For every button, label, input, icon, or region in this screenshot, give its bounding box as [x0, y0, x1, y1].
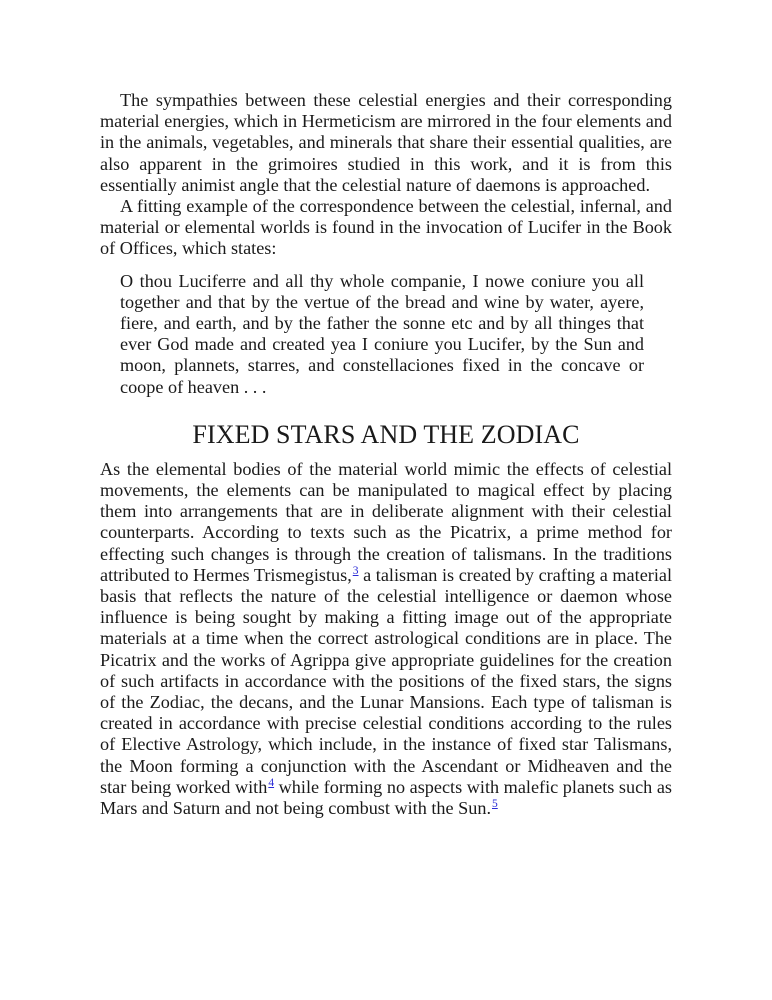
footnote-link-5[interactable]: 5 [492, 798, 498, 811]
paragraph-text-part-3: while forming no aspects with malefic planets such as Mars and Saturn and not being combust with the Sun. [100, 776, 672, 819]
paragraph-sympathies: The sympathies between these celestial energies and their corresponding material energies, which in Hermeticism are mirrored in the four elements and in the animals, vegetables, and minerals that share their essential qualities, are also apparent in the grimoires studied in this work, and it is from this essentially animist angle that the celestial nature of daemons is approached. [100, 90, 672, 195]
footnote-link-4[interactable]: 4 [268, 776, 275, 789]
paragraph-lucifer-example: A fitting example of the correspondence between the celestial, infernal, and material or elemental worlds is found in the invocation of Lucifer in the Book of Offices, which states: [100, 196, 672, 259]
paragraph-text-part-1: As the elemental bodies of the material world mimic the effects of celestial movements, the elements can be manipulated to magical effect by placing them into arrangements that are in deliberate alignment with their celestial counterparts. According to texts such as the Picatrix, a prime method for effecting such changes is through the creation of talismans. In the traditions attributed to Hermes Trismegistus, [100, 458, 672, 585]
block-quote-invocation: O thou Luciferre and all thy whole companie, I nowe coniure you all together and that by the vertue of the bread and wine by water, ayere, fiere, and earth, and by the father the sonne etc and by all thinges that ever God made and created yea I coniure you Lucifer, by the Sun and moon, plannets, starres, and constellaciones fixed in the concave or coope of heaven . . . [120, 270, 644, 397]
page-body [100, 90, 672, 819]
footnote-link-3[interactable]: 3 [352, 564, 359, 577]
section-heading: FIXED STARS AND THE ZODIAC [192, 419, 580, 449]
paragraph-text-part-2: a talisman is created by crafting a material basis that reflects the nature of the celestial intelligence or daemon whose influence is being sought by making a fitting image out of the appropriate materials at a time when the correct astrological conditions are in place. The Picatrix and the works of Agrippa give appropriate guidelines for the creation of such artifacts in accordance with the positions of the fixed stars, the signs of the Zodiac, the decans, and the Lunar Mansions. Each type of talisman is created in accordance with precise celestial conditions according to the rules of Elective Astrology, which include, in the instance of fixed star Talismans, the Moon forming a conjunction with the Ascendant or Midheaven and the star being worked with [100, 564, 672, 797]
paragraph-fixed-stars [100, 459, 672, 819]
